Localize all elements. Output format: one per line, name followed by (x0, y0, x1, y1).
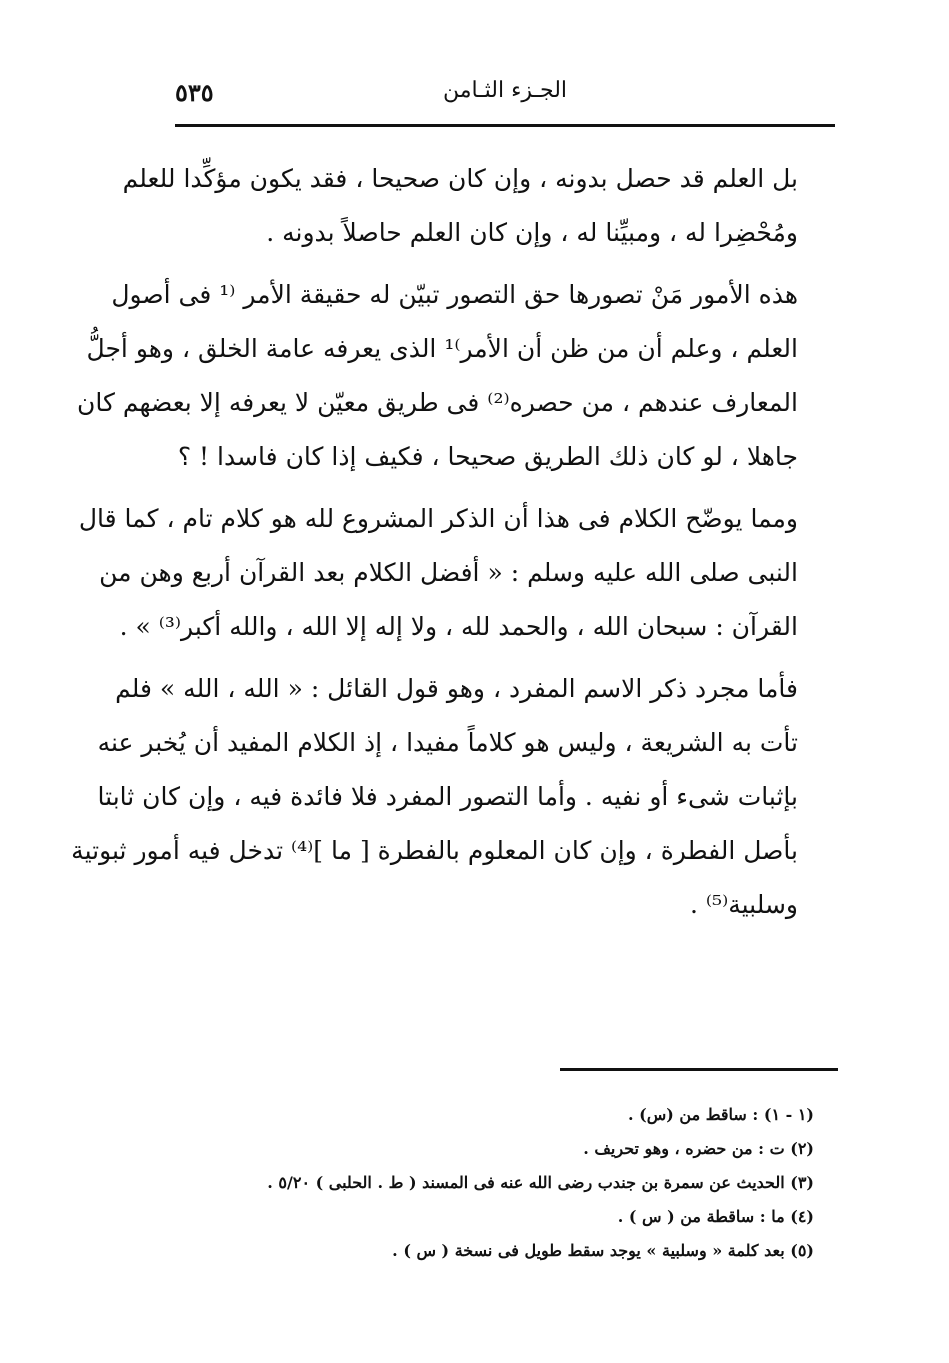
paragraph (71, 662, 838, 932)
footnote: (١ - ١) : ساقط من (س) . (628, 1105, 814, 1124)
text-line: جاهلا ، لو كان ذلك الطريق صحيحا ، فكيف إذا كان فاسدا ! ؟ (177, 442, 798, 471)
header-divider (175, 124, 835, 127)
footnote: (٥) بعد كلمة « وسلبية » يوجد سقط طويل فى نسخة ( س ) . (392, 1241, 814, 1260)
paragraph (77, 268, 838, 484)
paragraph (78, 492, 838, 654)
text-line: فأما مجرد ذكر الاسم المفرد ، وهو قول القائل : « الله ، الله » فلم (115, 674, 798, 703)
text-line: بإثبات شىء أو نفيه . وأما التصور المفرد فلا فائدة فيه ، وإن كان ثابتا (97, 782, 798, 811)
text-line: وسلبية⁽⁵⁾ . (689, 890, 798, 919)
footnote-divider (560, 1068, 838, 1071)
page-header (175, 74, 835, 114)
text-line: بل العلم قد حصل بدونه ، وإن كان صحيحا ، فقد يكون مؤكِّدا للعلم (122, 164, 798, 193)
text-line: هذه الأمور مَنْ تصورها حق التصور تبيّن له حقيقة الأمر ⁽¹ فى أصول (111, 280, 798, 309)
main-text (71, 152, 838, 940)
running-head: الجـزء الثـامن (442, 78, 568, 103)
text-line: ومُحْضِرا له ، ومبيِّنا له ، وإن كان العلم حاصلاً بدونه . (266, 218, 798, 247)
footnote: (٣) الحديث عن سمرة بن جندب رضى الله عنه فى المسند ( ط . الحلبى ) ٥/٢٠ . (267, 1173, 814, 1192)
footnotes (200, 1098, 814, 1268)
text-line: القرآن : سبحان الله ، والحمد لله ، ولا إله إلا الله ، والله أكبر⁽³⁾ » . (119, 612, 798, 641)
text-line: بأصل الفطرة ، وإن كان المعلوم بالفطرة [ ما ]⁽⁴⁾ تدخل فيه أمور ثبوتية (71, 836, 798, 865)
footnote: (٢) ت : من حضره ، وهو تحريف . (583, 1139, 814, 1158)
paragraph (122, 152, 838, 260)
text-line: العلم ، وعلم أن من ظن أن الأمر⁾¹ الذى يعرفه عامة الخلق ، وهو أجلُّ (86, 334, 798, 363)
text-line: تأت به الشريعة ، وليس هو كلاماً مفيدا ، إذ الكلام المفيد أن يُخبر عنه (97, 728, 798, 757)
footnote: (٤) ما : ساقطة من ( س ) . (617, 1207, 814, 1226)
text-line: النبى صلى الله عليه وسلم : « أفضل الكلام بعد القرآن أربع وهن من (99, 558, 798, 587)
text-line: ومما يوضّح الكلام فى هذا أن الذكر المشروع لله هو كلام تام ، كما قال (78, 504, 798, 533)
text-line: المعارف عندهم ، من حصره⁽²⁾ فى طريق معيّن لا يعرفه إلا بعضهم كان (77, 388, 798, 417)
page-number: ٥٣٥ (175, 78, 214, 107)
